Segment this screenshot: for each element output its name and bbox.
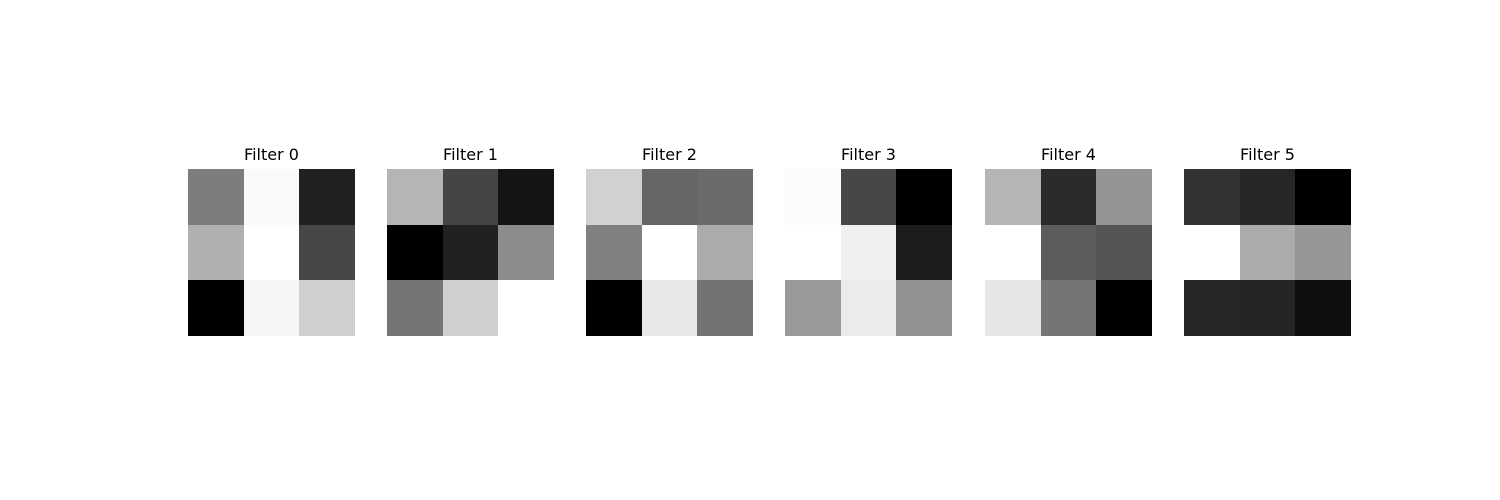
heatmap-cell-r1-c0 — [1184, 225, 1240, 281]
heatmap-cell-r0-c0 — [1184, 169, 1240, 225]
heatmap-cell-r0-c1 — [841, 169, 897, 225]
heatmap-cell-r0-c0 — [188, 169, 244, 225]
heatmap-cell-r0-c2 — [1096, 169, 1152, 225]
heatmap-cell-r1-c0 — [586, 225, 642, 281]
filter-panel-2 — [586, 143, 753, 336]
filter-grid — [1184, 169, 1351, 336]
heatmap-cell-r1-c1 — [841, 225, 897, 281]
filter-panel-4 — [985, 143, 1152, 336]
panel-title: Filter 0 — [244, 145, 299, 164]
heatmap-cell-r0-c2 — [498, 169, 554, 225]
filter-panel-3 — [785, 143, 952, 336]
filter-grid — [387, 169, 554, 336]
heatmap-cell-r1-c1 — [1041, 225, 1097, 281]
heatmap-cell-r2-c2 — [498, 280, 554, 336]
filter-grid — [188, 169, 355, 336]
heatmap-cell-r2-c1 — [1041, 280, 1097, 336]
heatmap-cell-r2-c1 — [244, 280, 300, 336]
panel-title: Filter 2 — [642, 145, 697, 164]
heatmap-cell-r0-c0 — [785, 169, 841, 225]
panel-title: Filter 5 — [1240, 145, 1295, 164]
heatmap-cell-r0-c1 — [1240, 169, 1296, 225]
heatmap-cell-r1-c0 — [387, 225, 443, 281]
heatmap-cell-r0-c0 — [387, 169, 443, 225]
heatmap-cell-r0-c0 — [586, 169, 642, 225]
heatmap-cell-r1-c2 — [896, 225, 952, 281]
heatmap-cell-r1-c0 — [985, 225, 1041, 281]
heatmap-cell-r2-c2 — [299, 280, 355, 336]
heatmap-cell-r0-c1 — [642, 169, 698, 225]
heatmap-cell-r2-c0 — [188, 280, 244, 336]
heatmap-cell-r2-c2 — [1096, 280, 1152, 336]
heatmap-cell-r1-c2 — [1096, 225, 1152, 281]
heatmap-cell-r2-c0 — [785, 280, 841, 336]
heatmap-cell-r2-c2 — [697, 280, 753, 336]
heatmap-cell-r1-c2 — [498, 225, 554, 281]
heatmap-cell-r2-c1 — [841, 280, 897, 336]
heatmap-cell-r1-c1 — [443, 225, 499, 281]
heatmap-cell-r0-c1 — [244, 169, 300, 225]
heatmap-cell-r0-c2 — [1295, 169, 1351, 225]
filter-grid — [985, 169, 1152, 336]
heatmap-cell-r2-c1 — [1240, 280, 1296, 336]
filter-panel-5 — [1184, 143, 1351, 336]
heatmap-cell-r2-c0 — [1184, 280, 1240, 336]
heatmap-cell-r1-c0 — [188, 225, 244, 281]
heatmap-cell-r2-c1 — [443, 280, 499, 336]
heatmap-cell-r2-c2 — [1295, 280, 1351, 336]
heatmap-cell-r2-c0 — [985, 280, 1041, 336]
heatmap-cell-r1-c1 — [244, 225, 300, 281]
heatmap-cell-r1-c0 — [785, 225, 841, 281]
filter-grid — [586, 169, 753, 336]
panel-title: Filter 1 — [443, 145, 498, 164]
filter-panel-1 — [387, 143, 554, 336]
panel-title: Filter 3 — [841, 145, 896, 164]
heatmap-cell-r2-c0 — [387, 280, 443, 336]
heatmap-cell-r0-c1 — [1041, 169, 1097, 225]
heatmap-cell-r2-c1 — [642, 280, 698, 336]
heatmap-cell-r0-c0 — [985, 169, 1041, 225]
heatmap-cell-r2-c2 — [896, 280, 952, 336]
panel-title: Filter 4 — [1041, 145, 1096, 164]
heatmap-cell-r0-c1 — [443, 169, 499, 225]
heatmap-cell-r1-c1 — [1240, 225, 1296, 281]
heatmap-cell-r1-c2 — [1295, 225, 1351, 281]
filter-panel-0 — [188, 143, 355, 336]
heatmap-cell-r1-c1 — [642, 225, 698, 281]
heatmap-cell-r0-c2 — [299, 169, 355, 225]
heatmap-cell-r1-c2 — [697, 225, 753, 281]
heatmap-cell-r0-c2 — [697, 169, 753, 225]
heatmap-cell-r0-c2 — [896, 169, 952, 225]
filter-grid — [785, 169, 952, 336]
heatmap-cell-r1-c2 — [299, 225, 355, 281]
heatmap-cell-r2-c0 — [586, 280, 642, 336]
